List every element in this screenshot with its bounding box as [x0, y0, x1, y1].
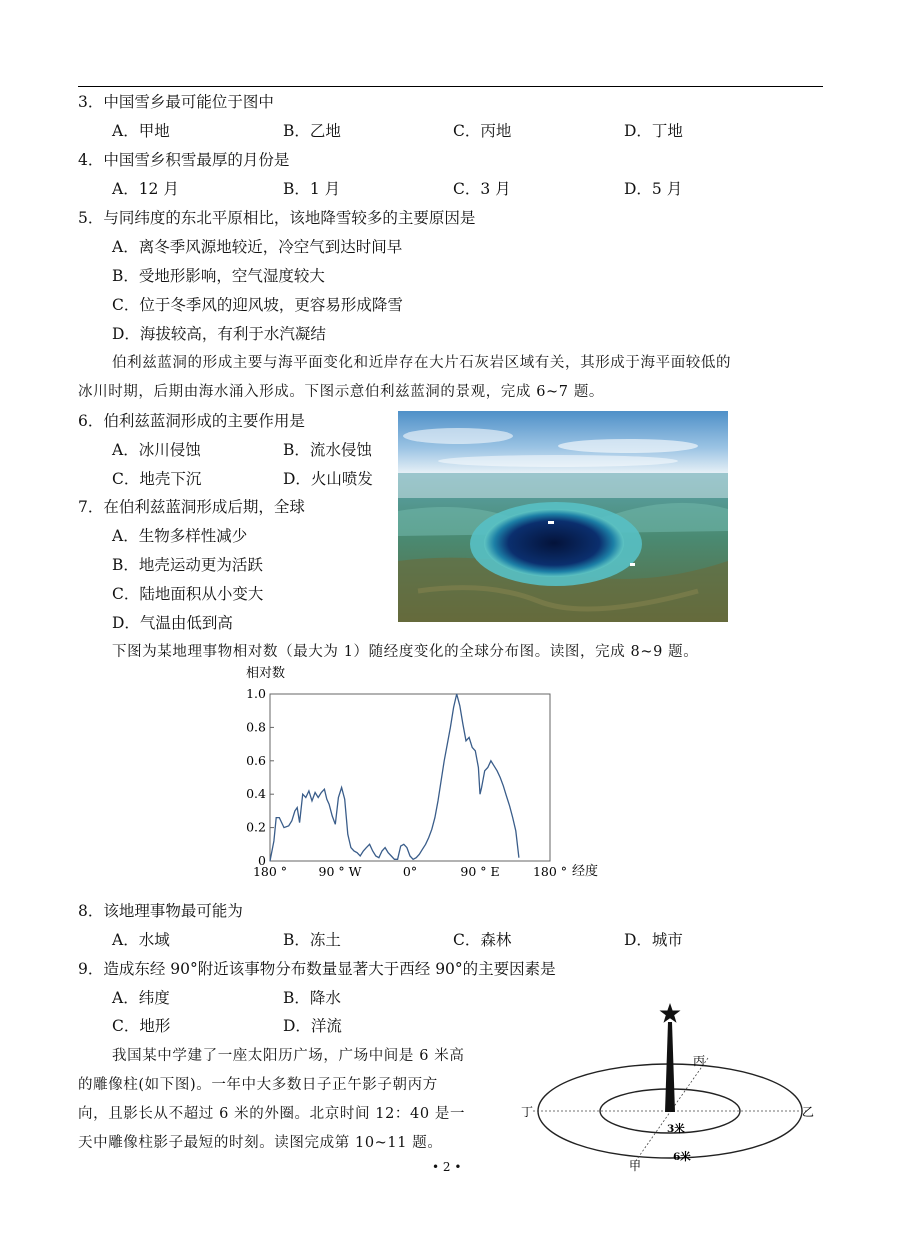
star-icon [660, 1003, 681, 1023]
q8-option-c: C．森林 [453, 931, 512, 949]
belize-passage-line2: 冰川时期，后期由海水涌入形成。下图示意伯利兹蓝洞的景观，完成 6~7 题。 [78, 384, 605, 400]
y-tick-label: 0 [258, 853, 266, 868]
y-tick-label: 0.4 [246, 786, 266, 802]
q6-option-b: B．流水侵蚀 [283, 441, 372, 459]
q4-option-c: C．3 月 [453, 180, 511, 198]
q6-stem: 6．伯利兹蓝洞形成的主要作用是 [78, 412, 305, 430]
q4-stem: 4．中国雪乡积雪最厚的月份是 [78, 151, 290, 169]
x-tick-label: 180 ° [252, 864, 288, 879]
q4-option-a: A．12 月 [112, 180, 179, 198]
sundial-diagram [515, 1000, 825, 1175]
q7-option-a: A．生物多样性减少 [112, 527, 248, 545]
q9-option-a: A．纬度 [112, 989, 170, 1007]
q6-option-a: A．冰川侵蚀 [112, 441, 201, 459]
label-outer-radius: 6米 [673, 1151, 691, 1163]
q5-option-b: B．受地形影响，空气湿度较大 [112, 267, 325, 285]
q4-option-d: D．5 月 [624, 180, 683, 198]
x-tick-label: 90 ° E [460, 864, 500, 879]
chart-y-axis-label: 相对数 [246, 666, 286, 681]
sundial-passage-line4: 天中雕像柱影子最短的时刻。读图完成第 10~11 题。 [78, 1135, 443, 1151]
q7-option-b: B．地壳运动更为活跃 [112, 556, 263, 574]
top-rule [78, 86, 823, 87]
q8-option-b: B．冻土 [283, 931, 341, 949]
q6-option-d: D．火山喷发 [283, 470, 373, 488]
label-bing: 丙 [693, 1054, 706, 1068]
label-ding: 丁 [521, 1105, 534, 1119]
sundial-passage-line3: 向，且影长从不超过 6 米的外圈。北京时间 12：40 是一 [78, 1106, 466, 1122]
x-tick-label: 90 ° W [318, 864, 362, 879]
q6-option-c: C．地壳下沉 [112, 470, 202, 488]
sundial-passage-line1: 我国某中学建了一座太阳历广场，广场中间是 6 米高 [112, 1048, 465, 1064]
x-tick-label: 180 ° [532, 864, 568, 879]
y-tick-label: 0.2 [246, 819, 266, 835]
label-yi: 乙 [802, 1105, 815, 1119]
q7-option-c: C．陆地面积从小变大 [112, 585, 264, 603]
y-tick-label: 0.8 [246, 719, 266, 735]
q3-option-b: B．乙地 [283, 122, 341, 140]
page-number: • 2 • [432, 1160, 462, 1174]
longitude-distribution-chart [240, 660, 660, 885]
q3-option-c: C．丙地 [453, 122, 512, 140]
q5-option-d: D．海拔较高，有利于水汽凝结 [112, 325, 326, 343]
q7-option-d: D．气温由低到高 [112, 614, 233, 632]
q4-option-b: B．1 月 [283, 180, 341, 198]
blue-hole-photo [398, 411, 728, 622]
label-jia: 甲 [629, 1159, 642, 1173]
q8-stem: 8．该地理事物最可能为 [78, 902, 243, 920]
q9-option-c: C．地形 [112, 1017, 171, 1035]
q9-option-d: D．洋流 [283, 1017, 342, 1035]
y-tick-label: 0.6 [246, 752, 266, 768]
label-inner-radius: 3米 [667, 1123, 685, 1135]
q9-stem: 9．造成东经 90°附近该事物分布数量显著大于西经 90°的主要因素是 [78, 960, 556, 978]
q5-stem: 5．与同纬度的东北平原相比，该地降雪较多的主要原因是 [78, 209, 476, 227]
y-tick-label: 1.0 [246, 686, 266, 701]
sundial-passage-line2: 的雕像柱(如下图)。一年中大多数日子正午影子朝丙方 [78, 1077, 438, 1093]
q7-stem: 7．在伯利兹蓝洞形成后期，全球 [78, 498, 305, 516]
q5-option-c: C．位于冬季风的迎风坡，更容易形成降雪 [112, 296, 403, 314]
q9-option-b: B．降水 [283, 989, 341, 1007]
chart-intro: 下图为某地理事物相对数（最大为 1）随经度变化的全球分布图。读图，完成 8~9 题。 [112, 644, 699, 660]
q3-stem: 3．中国雪乡最可能位于图中 [78, 93, 274, 111]
chart-series-line [270, 694, 519, 861]
q8-option-a: A．水域 [112, 931, 170, 949]
belize-passage-line1: 伯利兹蓝洞的形成主要与海平面变化和近岸存在大片石灰岩区域有关，其形成于海平面较低的 [112, 355, 732, 371]
q5-option-a: A．离冬季风源地较近，冷空气到达时间早 [112, 238, 403, 256]
q3-option-d: D．丁地 [624, 122, 683, 140]
statue-column [665, 1022, 675, 1112]
q8-option-d: D．城市 [624, 931, 683, 949]
chart-plot-frame [270, 694, 550, 861]
q3-option-a: A．甲地 [112, 122, 170, 140]
x-tick-label: 0° [402, 864, 418, 879]
chart-x-axis-label: 经度 [572, 864, 599, 879]
